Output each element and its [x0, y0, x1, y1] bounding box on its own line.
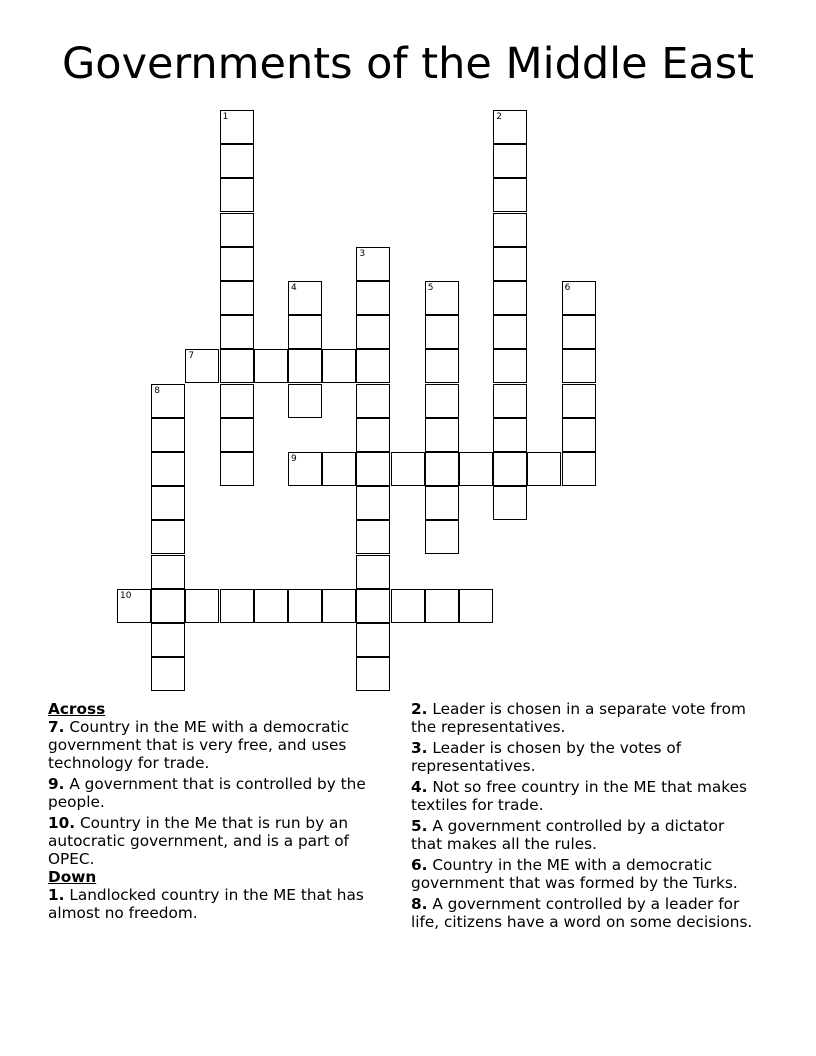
clue-number: 9.: [48, 775, 65, 793]
crossword-cell[interactable]: [220, 452, 254, 486]
crossword-cell[interactable]: [356, 247, 390, 281]
crossword-cell[interactable]: [562, 384, 596, 418]
crossword-cell[interactable]: [288, 315, 322, 349]
cell-number: 7: [188, 351, 195, 362]
crossword-cell[interactable]: [493, 247, 527, 281]
crossword-cell[interactable]: [425, 520, 459, 554]
crossword-cell[interactable]: [117, 589, 151, 623]
crossword-cell[interactable]: [562, 315, 596, 349]
crossword-cell[interactable]: [220, 110, 254, 144]
clues-right-column: [411, 700, 756, 934]
crossword-cell[interactable]: [151, 555, 185, 589]
crossword-cell[interactable]: [288, 452, 322, 486]
page-title: Governments of the Middle East: [61, 39, 755, 89]
crossword-cell[interactable]: [391, 452, 425, 486]
crossword-cell[interactable]: [356, 452, 390, 486]
clue-text: A government controlled by a leader for life, citizens have a word on some decisions.: [411, 895, 753, 931]
crossword-cell[interactable]: [322, 452, 356, 486]
crossword-cell[interactable]: [220, 144, 254, 178]
crossword-cell[interactable]: [151, 623, 185, 657]
crossword-cell[interactable]: [493, 110, 527, 144]
crossword-cell[interactable]: [356, 315, 390, 349]
clue-number: 10.: [48, 814, 76, 832]
crossword-cell[interactable]: [493, 486, 527, 520]
crossword-cell[interactable]: [493, 384, 527, 418]
cell-number: 9: [291, 454, 297, 464]
crossword-cell[interactable]: [356, 486, 390, 520]
crossword-cell[interactable]: [527, 452, 561, 486]
crossword-cell[interactable]: [425, 452, 459, 486]
across-heading: Across: [48, 700, 106, 718]
clue-down-1: [48, 886, 393, 922]
crossword-cell[interactable]: [356, 623, 390, 657]
clue-text: A government that is controlled by the people.: [48, 775, 366, 811]
crossword-cell[interactable]: [459, 589, 493, 623]
cell-number: 5: [427, 283, 434, 293]
clue-across-10: [48, 814, 393, 868]
crossword-cell[interactable]: [220, 349, 254, 383]
crossword-cell[interactable]: [425, 486, 459, 520]
clue-down-8: [411, 895, 756, 931]
crossword-cell[interactable]: [356, 384, 390, 418]
crossword-cell[interactable]: [425, 281, 459, 315]
crossword-cell[interactable]: [356, 520, 390, 554]
clue-down-5: [411, 817, 756, 853]
crossword-cell[interactable]: [493, 281, 527, 315]
crossword-cell[interactable]: [459, 452, 493, 486]
down-heading: Down: [48, 868, 97, 886]
crossword-cell[interactable]: [493, 452, 527, 486]
crossword-cell[interactable]: [493, 144, 527, 178]
crossword-cell[interactable]: [288, 281, 322, 315]
clue-text: Leader is chosen by the votes of representatives.: [411, 739, 682, 775]
cell-number: 8: [154, 385, 160, 396]
crossword-cell[interactable]: [220, 315, 254, 349]
crossword-cell[interactable]: [493, 213, 527, 247]
crossword-cell[interactable]: [151, 486, 185, 520]
clue-number: 2.: [411, 700, 428, 718]
crossword-cell[interactable]: [254, 349, 288, 383]
clue-down-4: [411, 778, 756, 814]
crossword-cell[interactable]: [391, 589, 425, 623]
clues-left-column: [48, 700, 393, 925]
crossword-cell[interactable]: [151, 384, 185, 418]
clue-down-6: [411, 856, 756, 892]
clue-text: Not so free country in the ME that makes textiles for trade.: [411, 778, 747, 814]
crossword-cell[interactable]: [322, 589, 356, 623]
crossword-cell[interactable]: [425, 315, 459, 349]
clue-number: 3.: [411, 739, 428, 757]
cell-number: 2: [496, 112, 502, 122]
clue-text: Country in the ME with a democratic government that is very free, and uses technology for trade.: [48, 718, 350, 772]
crossword-cell[interactable]: [425, 418, 459, 452]
crossword-cell[interactable]: [220, 213, 254, 247]
crossword-cell[interactable]: [151, 418, 185, 452]
crossword-cell[interactable]: [425, 384, 459, 418]
clue-across-9: [48, 775, 393, 811]
crossword-cell[interactable]: [288, 589, 322, 623]
crossword-cell[interactable]: [151, 452, 185, 486]
clue-text: Leader is chosen in a separate vote from the representatives.: [411, 700, 746, 736]
clue-down-3: [411, 739, 756, 775]
crossword-cell[interactable]: [493, 418, 527, 452]
crossword-cell[interactable]: [185, 349, 219, 383]
crossword-cell[interactable]: [356, 555, 390, 589]
crossword-cell[interactable]: [493, 315, 527, 349]
crossword-cell[interactable]: [151, 657, 185, 691]
crossword-cell[interactable]: [254, 589, 288, 623]
clue-number: 8.: [411, 895, 428, 913]
crossword-cell[interactable]: [356, 418, 390, 452]
clue-text: A government controlled by a dictator that makes all the rules.: [411, 817, 725, 853]
crossword-cell[interactable]: [562, 452, 596, 486]
crossword-cell[interactable]: [220, 384, 254, 418]
crossword-cell[interactable]: [493, 178, 527, 212]
clue-text: Landlocked country in the ME that has almost no freedom.: [48, 886, 364, 922]
clue-number: 1.: [48, 886, 65, 904]
crossword-cell[interactable]: [322, 349, 356, 383]
crossword-cell[interactable]: [493, 349, 527, 383]
crossword-cell[interactable]: [356, 349, 390, 383]
crossword-cell[interactable]: [220, 247, 254, 281]
clue-number: 4.: [411, 778, 428, 796]
crossword-cell[interactable]: [220, 418, 254, 452]
crossword-cell[interactable]: [356, 589, 390, 623]
crossword-cell[interactable]: [562, 281, 596, 315]
clue-number: 6.: [411, 856, 428, 874]
crossword-cell[interactable]: [220, 589, 254, 623]
down-clue-list-left: [48, 886, 393, 922]
clue-text: Country in the ME with a democratic government that was formed by the Turks.: [411, 856, 738, 892]
crossword-cell[interactable]: [220, 178, 254, 212]
clue-across-7: [48, 718, 393, 772]
crossword-cell[interactable]: [151, 589, 185, 623]
crossword-cell[interactable]: [356, 281, 390, 315]
cell-number: 4: [291, 283, 297, 293]
cell-number: 1: [222, 112, 229, 122]
crossword-cell[interactable]: [220, 281, 254, 315]
crossword-cell[interactable]: [562, 418, 596, 452]
cell-number: 3: [359, 248, 366, 259]
crossword-cell[interactable]: [562, 349, 596, 383]
crossword-cell[interactable]: [356, 657, 390, 691]
clue-down-2: [411, 700, 756, 736]
crossword-cell[interactable]: [151, 520, 185, 554]
crossword-cell[interactable]: [185, 589, 219, 623]
clue-number: 5.: [411, 817, 428, 835]
crossword-cell[interactable]: [288, 349, 322, 383]
clue-number: 7.: [48, 718, 65, 736]
crossword-cell[interactable]: [425, 349, 459, 383]
across-clue-list: [48, 718, 393, 868]
crossword-cell[interactable]: [425, 589, 459, 623]
cell-number: 6: [564, 283, 571, 293]
clue-text: Country in the Me that is run by an autocratic government, and is a part of OPEC.: [48, 814, 349, 868]
cell-number: 10: [120, 590, 132, 601]
crossword-cell[interactable]: [288, 384, 322, 418]
